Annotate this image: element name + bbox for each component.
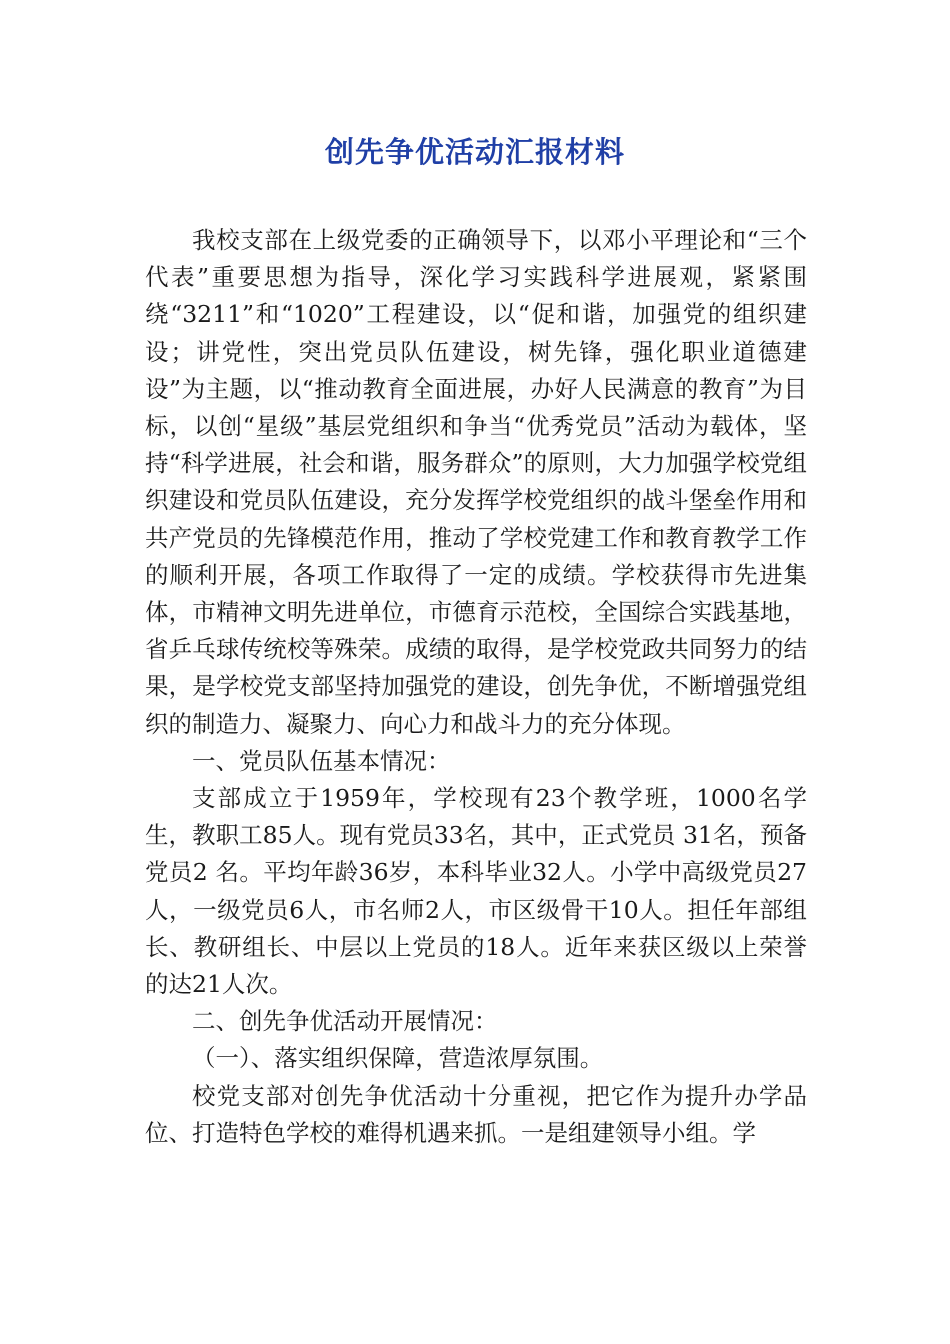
section-heading-1: 一、党员队伍基本情况： bbox=[192, 746, 451, 775]
paragraph-membership: 支部成立于1959年，学校现有23个教学班，1000名学生，教职工85人。现有党员33名，其中，正式党员 31名，预备党员2 名。平均年龄36岁，本科毕业32人。小学中高级党员27人，一级党员6人，市名师2人，市区级骨干10人。担任年部组长、教研组长、中层以上党员的18人。近年来获区级以上荣誉的达21人次。 bbox=[145, 784, 807, 999]
paragraph-intro: 我校支部在上级党委的正确领导下，以邓小平理论和“三个代表”重要思想为指导，深化学习实践科学进展观，紧紧围绕“3211”和“1020”工程建设，以“促和谐，加强党的组织建设；讲党性，突出党员队伍建设，树先锋，强化职业道德建设”为主题，以“推动教育全面进展，办好人民满意的教育”为目标，以创“星级”基层党组织和争当“优秀党员”活动为载体，坚持“科学进展，社会和谐，服务群众”的原则，大力加强学校党组织建设和党员队伍建设，充分发挥学校党组织的战斗堡垒作用和共产党员的先锋模范作用，推动了学校党建工作和教育教学工作的顺利开展，各项工作取得了一定的成绩。学校获得市先进集体，市精神文明先进单位，市德育示范校，全国综合实践基地，省乒乓球传统校等殊荣。成绩的取得，是学校党政共同努力的结果，是学校党支部坚持加强党的建设，创先争优，不断增强党组织的制造力、凝聚力、向心力和战斗力的充分体现。 bbox=[145, 226, 807, 738]
section-heading-2: 二、创先争优活动开展情况： bbox=[192, 1007, 498, 1036]
document-title: 创先争优活动汇报材料 bbox=[324, 135, 625, 169]
paragraph-organization: 校党支部对创先争优活动十分重视，把它作为提升办学品位、打造特色学校的难得机遇来抓。一是组建领导小组。学 bbox=[145, 1081, 807, 1147]
subsection-heading-1: （一）、落实组织保障，营造浓厚氛围。 bbox=[192, 1044, 604, 1073]
document-body bbox=[145, 222, 807, 1152]
